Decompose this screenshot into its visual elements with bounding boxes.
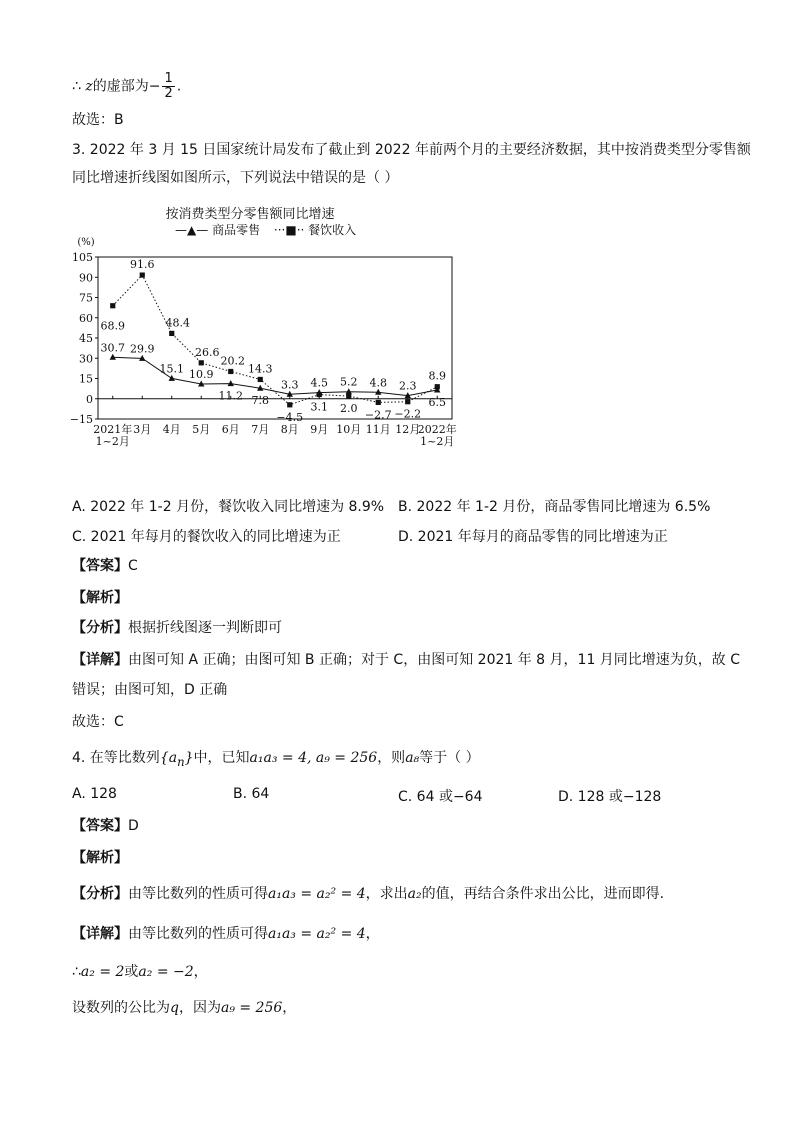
q3-option-b: B. 2022 年 1-2 月份，商品零售同比增速为 6.5%	[398, 499, 711, 515]
x-tick-label-sub: 1~2月	[95, 435, 130, 448]
therefore-end: ，	[193, 964, 208, 980]
q3-option-a: A. 2022 年 1-2 月份，餐饮收入同比增速为 8.9%	[72, 499, 385, 515]
ratio-end: ，	[282, 1000, 297, 1016]
var-z: z	[85, 78, 93, 95]
fraction-denominator: 2	[164, 86, 173, 101]
seq-close: }	[184, 750, 194, 766]
data-label-goods: 5.2	[340, 375, 358, 389]
answer-value: D	[128, 818, 139, 834]
data-label-goods: 15.1	[159, 362, 184, 376]
y-tick-label: 30	[79, 352, 93, 366]
point-goods	[169, 375, 175, 381]
point-catering	[110, 303, 115, 308]
q3-choose: 故选：C	[72, 714, 124, 730]
q4-stem-c: ，则	[377, 750, 406, 766]
point-catering	[405, 399, 410, 404]
q4-stem-d: 等于（ ）	[419, 750, 480, 766]
detail-label: 【详解】	[72, 652, 128, 668]
q3-detail-line1	[72, 650, 740, 670]
point-goods	[228, 380, 234, 386]
data-label-goods: 4.5	[310, 376, 328, 390]
q4-fenxi	[72, 884, 664, 904]
point-catering	[287, 402, 292, 407]
point-catering	[169, 331, 174, 336]
q3-detail-line2: 错误；由图可知，D 正确	[72, 682, 228, 698]
q4-stem-b: 中，已知	[193, 750, 250, 766]
ratio-equation: a₉ = 256	[220, 1000, 283, 1016]
y-tick-label: −15	[70, 413, 93, 426]
q4-analysis-label	[72, 848, 128, 868]
prev-choose: 故选：B	[72, 112, 124, 128]
y-axis-label: (%)	[77, 237, 95, 248]
answer-value: C	[128, 558, 138, 574]
y-tick-label: 0	[86, 392, 93, 406]
fenxi-equation: a₁a₃ = a₂² = 4	[268, 886, 366, 902]
q3-stem-line1: 3. 2022 年 3 月 15 日国家统计局发布了截止到 2022 年前两个月的主要经济数据，其中按消费类型分零售额	[72, 142, 751, 158]
q4-condition: a₁a₃ = 4, a₉ = 256	[249, 750, 378, 766]
therefore-symbol: ∴	[72, 964, 81, 980]
detail-label: 【详解】	[72, 926, 128, 942]
detail-end: ，	[365, 926, 380, 942]
fenxi-text-b: ，求出	[365, 886, 408, 902]
y-tick-label: 75	[79, 291, 93, 305]
fenxi-text: 根据折线图逐一判断即可	[128, 620, 282, 636]
y-tick-label: 45	[79, 332, 93, 345]
data-label-goods: 30.7	[100, 341, 125, 355]
x-tick-label: 5月	[192, 423, 211, 436]
x-tick-label: 3月	[133, 423, 152, 436]
ratio-var-q: q	[170, 1000, 179, 1016]
x-tick-label: 4月	[162, 423, 181, 436]
y-tick-label: 105	[72, 251, 93, 264]
x-tick-label: 6月	[221, 423, 240, 436]
minus-sign: −	[148, 78, 161, 95]
q3-option-d: D. 2021 年每月的商品零售的同比增速为正	[398, 529, 668, 545]
data-label-catering: 2.0	[340, 402, 358, 416]
therefore-eq-1: a₂ = 2	[80, 964, 125, 980]
q4-therefore	[72, 962, 208, 982]
therefore-or: 或	[124, 964, 139, 980]
q3-analysis-label	[72, 588, 128, 608]
data-label-catering: 3.1	[310, 400, 328, 414]
point-catering	[199, 360, 204, 365]
q4-stem	[72, 748, 480, 772]
detail-equation: a₁a₃ = a₂² = 4	[268, 926, 366, 942]
fraction-numerator: 1	[164, 71, 173, 86]
point-catering	[258, 377, 263, 382]
q3-fenxi	[72, 618, 282, 638]
therefore-eq-2: a₂ = −2	[138, 964, 194, 980]
analysis-label: 【解析】	[72, 590, 128, 606]
data-label-catering: 14.3	[248, 362, 273, 376]
detail-text-1: 由图可知 A 正确；由图可知 B 正确；对于 C，由图可知 2021 年 8 月，11 月同比增速为负，故 C	[128, 652, 741, 668]
fenxi-text-a: 由等比数列的性质可得	[128, 886, 268, 902]
q4-option-d: D. 128 或−128	[558, 789, 662, 805]
seq-open: {a	[159, 750, 178, 766]
chart-title: 按消费类型分零售额同比增速	[165, 207, 335, 222]
q4-ratio-line	[72, 998, 296, 1018]
point-catering	[228, 369, 233, 374]
sequence-notation	[159, 750, 194, 769]
data-label-catering: −2.7	[364, 408, 392, 422]
point-catering	[376, 400, 381, 405]
q4-option-c: C. 64 或−64	[398, 789, 483, 805]
x-tick-label: 8月	[280, 423, 299, 436]
seq-sub: n	[177, 754, 185, 769]
x-tick-label: 7月	[251, 423, 270, 436]
q4-detail	[72, 924, 380, 944]
point-goods	[110, 354, 116, 360]
x-tick-label: 11月	[365, 423, 391, 436]
q3-option-c: C. 2021 年每月的餐饮收入的同比增速为正	[72, 529, 341, 545]
x-tick-label: 2022年	[417, 423, 457, 436]
q4-option-b: B. 64	[233, 786, 270, 802]
ratio-text-b: ，因为	[178, 1000, 221, 1016]
fenxi-text-c: 的值，再结合条件求出公比，进而即得.	[421, 886, 665, 902]
data-label-catering: −2.2	[394, 407, 422, 421]
q4-option-a: A. 128	[72, 786, 117, 802]
fenxi-label: 【分析】	[72, 620, 128, 636]
x-tick-label: 10月	[336, 423, 362, 436]
fraction	[162, 72, 174, 101]
data-label-catering: 68.9	[100, 319, 125, 333]
point-catering	[346, 393, 351, 398]
ratio-text-a: 设数列的公比为	[72, 1000, 170, 1016]
analysis-label: 【解析】	[72, 850, 128, 866]
q4-stem-a: 4. 在等比数列	[72, 750, 160, 766]
prev-text: 的虚部为	[92, 78, 149, 95]
point-catering	[317, 392, 322, 397]
point-goods	[346, 388, 352, 394]
q3-answer	[72, 556, 138, 576]
data-label-catering: −4.5	[276, 410, 304, 424]
prev-conclusion	[72, 72, 181, 101]
therefore-symbol: ∴	[72, 78, 86, 95]
data-label-catering: 91.6	[130, 258, 155, 272]
answer-label: 【答案】	[72, 558, 128, 574]
point-catering	[140, 272, 145, 277]
legend-line-solid-icon: —▲—	[175, 223, 209, 237]
x-tick-label: 12月	[395, 423, 421, 436]
point-catering	[435, 384, 440, 389]
legend-series-1: 商品零售	[212, 223, 261, 237]
data-label-goods: 29.9	[130, 342, 155, 356]
prev-end: .	[176, 78, 182, 95]
y-tick-label: 15	[79, 372, 93, 386]
data-label-goods: 3.3	[281, 378, 299, 392]
data-label-goods: 2.3	[399, 379, 417, 393]
legend-line-dotted-icon: ···■··	[273, 223, 305, 237]
data-label-goods: 7.8	[251, 394, 269, 408]
detail-text-a: 由等比数列的性质可得	[128, 926, 268, 942]
x-tick-label-sub: 1~2月	[420, 435, 455, 448]
data-label-catering: 8.9	[428, 369, 446, 383]
data-label-goods: 10.9	[189, 368, 214, 382]
fenxi-label: 【分析】	[72, 886, 128, 902]
data-label-catering: 26.6	[195, 345, 220, 359]
y-tick-label: 60	[79, 311, 93, 325]
line-chart	[70, 233, 470, 478]
data-label-catering: 48.4	[165, 316, 190, 330]
legend-series-2: 餐饮收入	[308, 223, 357, 237]
q3-stem-line2: 同比增速折线图如图所示，下列说法中错误的是（ ）	[72, 170, 399, 186]
data-label-goods: 11.2	[218, 389, 243, 403]
x-tick-label: 2021年	[93, 423, 133, 436]
q4-answer	[72, 816, 139, 836]
x-tick-label: 9月	[310, 423, 329, 436]
data-label-goods: 6.5	[428, 395, 446, 409]
data-label-goods: 4.8	[369, 376, 387, 390]
q4-target: a₈	[405, 750, 420, 766]
data-label-catering: 20.2	[220, 354, 245, 368]
answer-label: 【答案】	[72, 818, 128, 834]
y-tick-label: 90	[79, 271, 93, 285]
fenxi-var: a₂	[407, 886, 422, 902]
